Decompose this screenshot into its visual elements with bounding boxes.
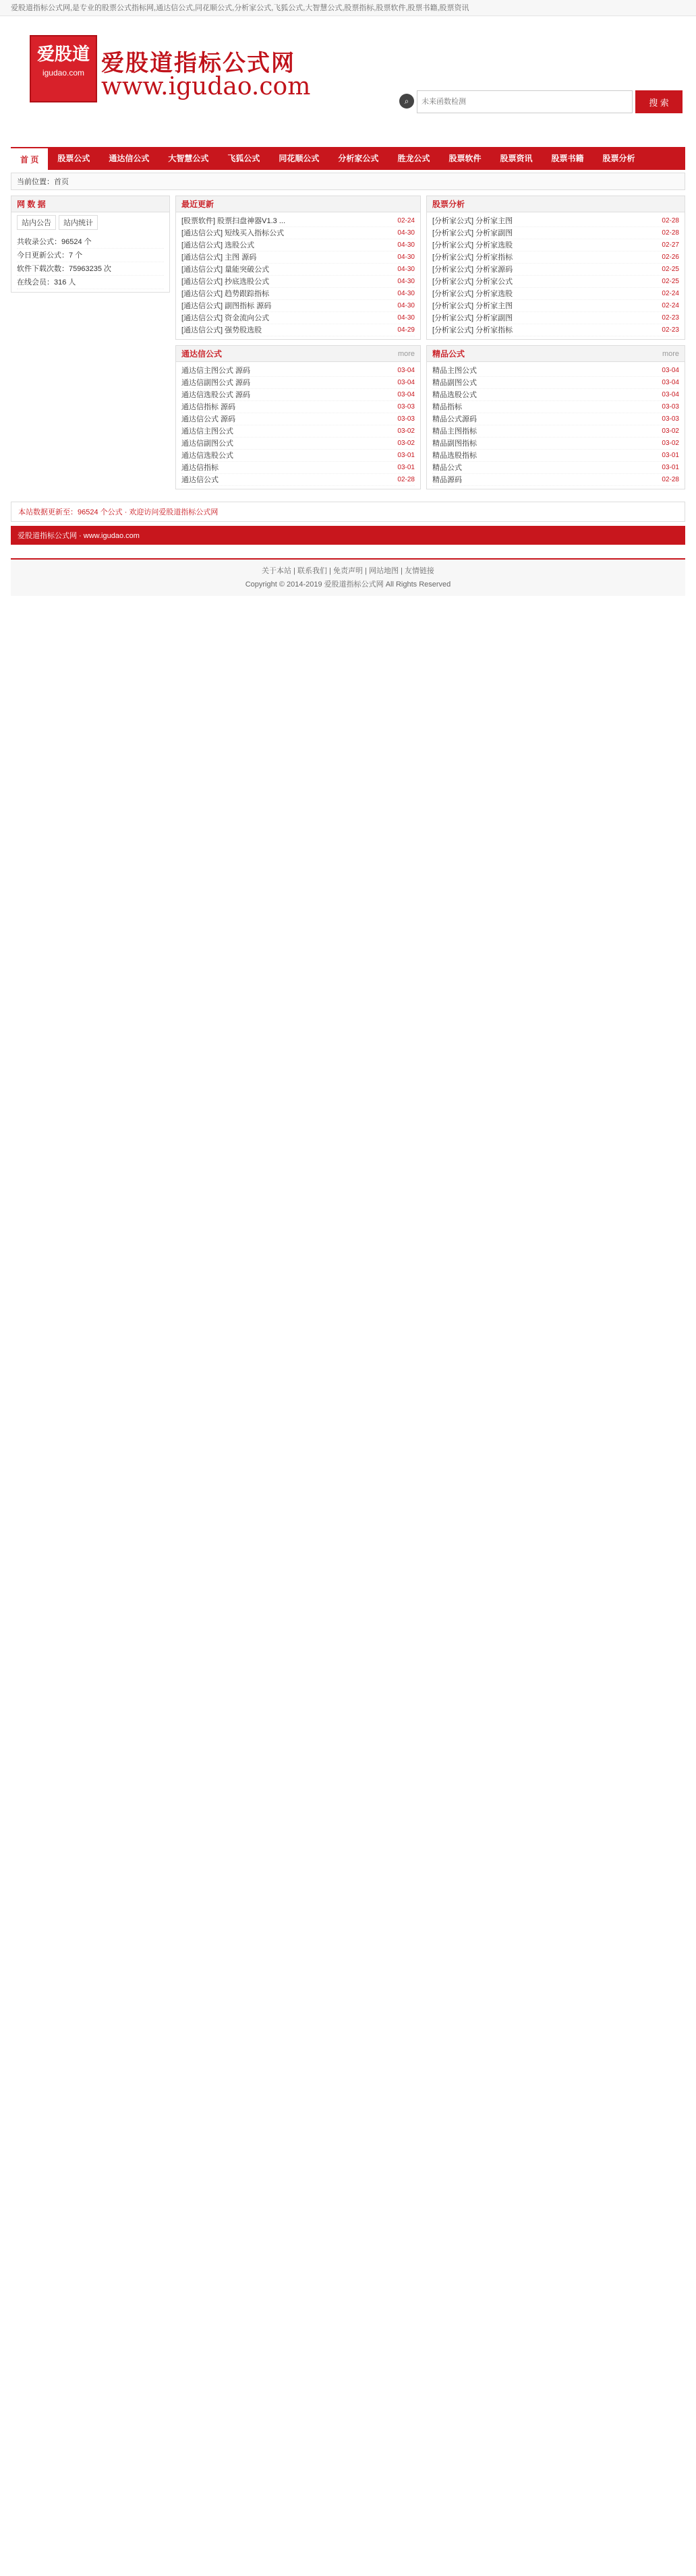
nav-item-tongdaxin[interactable]: 通达信公式 (109, 154, 150, 163)
list-item[interactable]: 精品副图公式 03-04 (432, 377, 679, 389)
recommend-title: 最近更新 (181, 200, 214, 209)
nav-item-books[interactable]: 股票书籍 (551, 154, 584, 163)
stat-downloads: 软件下载次数：75963235 次 (17, 262, 164, 276)
list-item[interactable]: [通达信公式] 量能突破公式 04-30 (181, 264, 415, 276)
list-item[interactable]: [分析家公式] 分析家选股 02-24 (432, 288, 679, 300)
list-item[interactable]: 精品副图指标 03-02 (432, 438, 679, 450)
search-icon: ⌕ (399, 94, 414, 109)
logo-badge-url: igudao.com (42, 68, 85, 78)
stats-panel (11, 196, 170, 293)
selected-panel (426, 345, 685, 489)
list-item[interactable]: 精品主图指标 03-02 (432, 425, 679, 438)
list-item[interactable]: 精品选股指标 03-01 (432, 450, 679, 462)
analysis-title: 股票分析 (432, 200, 465, 209)
list-item[interactable]: [通达信公式] 抄底选股公式 04-30 (181, 276, 415, 288)
logo-url: www.igudao.com (101, 73, 311, 100)
list-item[interactable]: [分析家公式] 分析家源码 02-25 (432, 264, 679, 276)
list-item[interactable]: [通达信公式] 副图指标 源码 04-30 (181, 300, 415, 312)
list-item[interactable]: 通达信选股公式 03-01 (181, 450, 415, 462)
list-item[interactable]: [分析家公式] 分析家公式 02-25 (432, 276, 679, 288)
list-item[interactable]: [分析家公式] 分析家主图 02-24 (432, 300, 679, 312)
breadcrumb: 当前位置：首页 (11, 173, 685, 190)
logo-badge-text: 爱股道 (36, 44, 90, 65)
list-item[interactable]: 通达信主图公式 03-02 (181, 425, 415, 438)
list-item[interactable]: 通达信公式 源码 03-03 (181, 413, 415, 425)
more-link[interactable]: more (397, 350, 415, 358)
list-item[interactable]: [通达信公式] 短线买入指标公式 04-30 (181, 227, 415, 239)
list-item[interactable]: 通达信公式 02-28 (181, 474, 415, 486)
list-item[interactable]: [通达信公式] 资金流向公式 04-30 (181, 312, 415, 324)
nav-item-tonghuashun[interactable]: 同花顺公式 (279, 154, 320, 163)
footer (11, 558, 685, 596)
tab-announcement[interactable]: 站内公告 (17, 215, 56, 230)
top-bar: 爱股道指标公式网,是专业的股票公式指标网,通达信公式,同花顺公式,分析家公式,飞狐公式,大智慧公式,股票指标,股票软件,股票书籍,股票资讯 (0, 0, 696, 16)
list-item[interactable]: 通达信副图公式 03-02 (181, 438, 415, 450)
copyright: Copyright © 2014-2019 爱股道指标公式网 All Rights Reserved (245, 580, 451, 589)
search-input[interactable] (417, 90, 633, 113)
nav-item-home[interactable]: 首 页 (11, 147, 48, 170)
bottom-bar: 爱股道指标公式网 · www.igudao.com (11, 526, 685, 545)
list-item[interactable]: [分析家公式] 分析家指标 02-23 (432, 324, 679, 336)
logo-badge[interactable] (30, 35, 97, 102)
tdx-title: 通达信公式 (181, 349, 223, 359)
search-bar (399, 90, 683, 113)
list-item[interactable]: 通达信指标 03-01 (181, 462, 415, 474)
more-link[interactable]: more (662, 350, 679, 358)
nav-item-fenxijia[interactable]: 分析家公式 (338, 154, 379, 163)
footer-links[interactable]: 关于本站 | 联系我们 | 免责声明 | 网站地图 | 友情链接 (262, 567, 434, 575)
stats-title: 网 数 据 (17, 200, 46, 209)
list-item[interactable]: 精品选股公式 03-04 (432, 389, 679, 401)
nav-item-software[interactable]: 股票软件 (448, 154, 482, 163)
notice-bar: 本站数据更新至：96524 个公式 · 欢迎访问爱股道指标公式网 (11, 502, 685, 522)
list-item[interactable]: [通达信公式] 趋势跟踪指标 04-30 (181, 288, 415, 300)
list-item[interactable]: 通达信选股公式 源码 03-04 (181, 389, 415, 401)
list-item[interactable]: [分析家公式] 分析家副图 02-23 (432, 312, 679, 324)
list-item[interactable]: 精品公式源码 03-03 (432, 413, 679, 425)
nav-item-dazhihui[interactable]: 大智慧公式 (168, 154, 209, 163)
list-item[interactable]: 精品源码 02-28 (432, 474, 679, 486)
nav-item-shenglong[interactable]: 胜龙公式 (397, 154, 430, 163)
list-item[interactable]: [分析家公式] 分析家选股 02-27 (432, 239, 679, 251)
nav-item-news[interactable]: 股票资讯 (500, 154, 533, 163)
list-item[interactable]: 精品指标 03-03 (432, 401, 679, 413)
stat-today: 今日更新公式：7 个 (17, 249, 164, 262)
nav-item-stock-formulas[interactable]: 股票公式 (57, 154, 90, 163)
list-item[interactable]: [通达信公式] 选股公式 04-30 (181, 239, 415, 251)
recommend-panel (175, 196, 421, 340)
stat-online: 在线会员：316 人 (17, 276, 164, 289)
stat-total: 共收录公式：96524 个 (17, 235, 164, 249)
main-nav (11, 147, 685, 170)
nav-item-feihu[interactable]: 飞狐公式 (227, 154, 260, 163)
tab-statistics[interactable]: 站内统计 (59, 215, 98, 230)
tdx-panel (175, 345, 421, 489)
header (11, 16, 685, 108)
list-item[interactable]: 通达信指标 源码 03-03 (181, 401, 415, 413)
list-item[interactable]: 精品主图公式 03-04 (432, 365, 679, 377)
selected-title: 精品公式 (432, 349, 465, 359)
list-item[interactable]: [通达信公式] 强势股选股 04-29 (181, 324, 415, 336)
list-item[interactable]: [股票软件] 股票扫盘神器V1.3 ... 02-24 (181, 215, 415, 227)
list-item[interactable]: 通达信主图公式 源码 03-04 (181, 365, 415, 377)
logo-title: 爱股道指标公式网 (101, 50, 295, 77)
list-item[interactable]: 精品公式 03-01 (432, 462, 679, 474)
list-item[interactable]: [分析家公式] 分析家指标 02-26 (432, 251, 679, 264)
list-item[interactable]: [分析家公式] 分析家主图 02-28 (432, 215, 679, 227)
nav-item-analysis[interactable]: 股票分析 (602, 154, 635, 163)
list-item[interactable]: 通达信副图公式 源码 03-04 (181, 377, 415, 389)
list-item[interactable]: [通达信公式] 主图 源码 04-30 (181, 251, 415, 264)
analysis-panel (426, 196, 685, 340)
search-button[interactable]: 搜 索 (635, 90, 683, 113)
list-item[interactable]: [分析家公式] 分析家副图 02-28 (432, 227, 679, 239)
